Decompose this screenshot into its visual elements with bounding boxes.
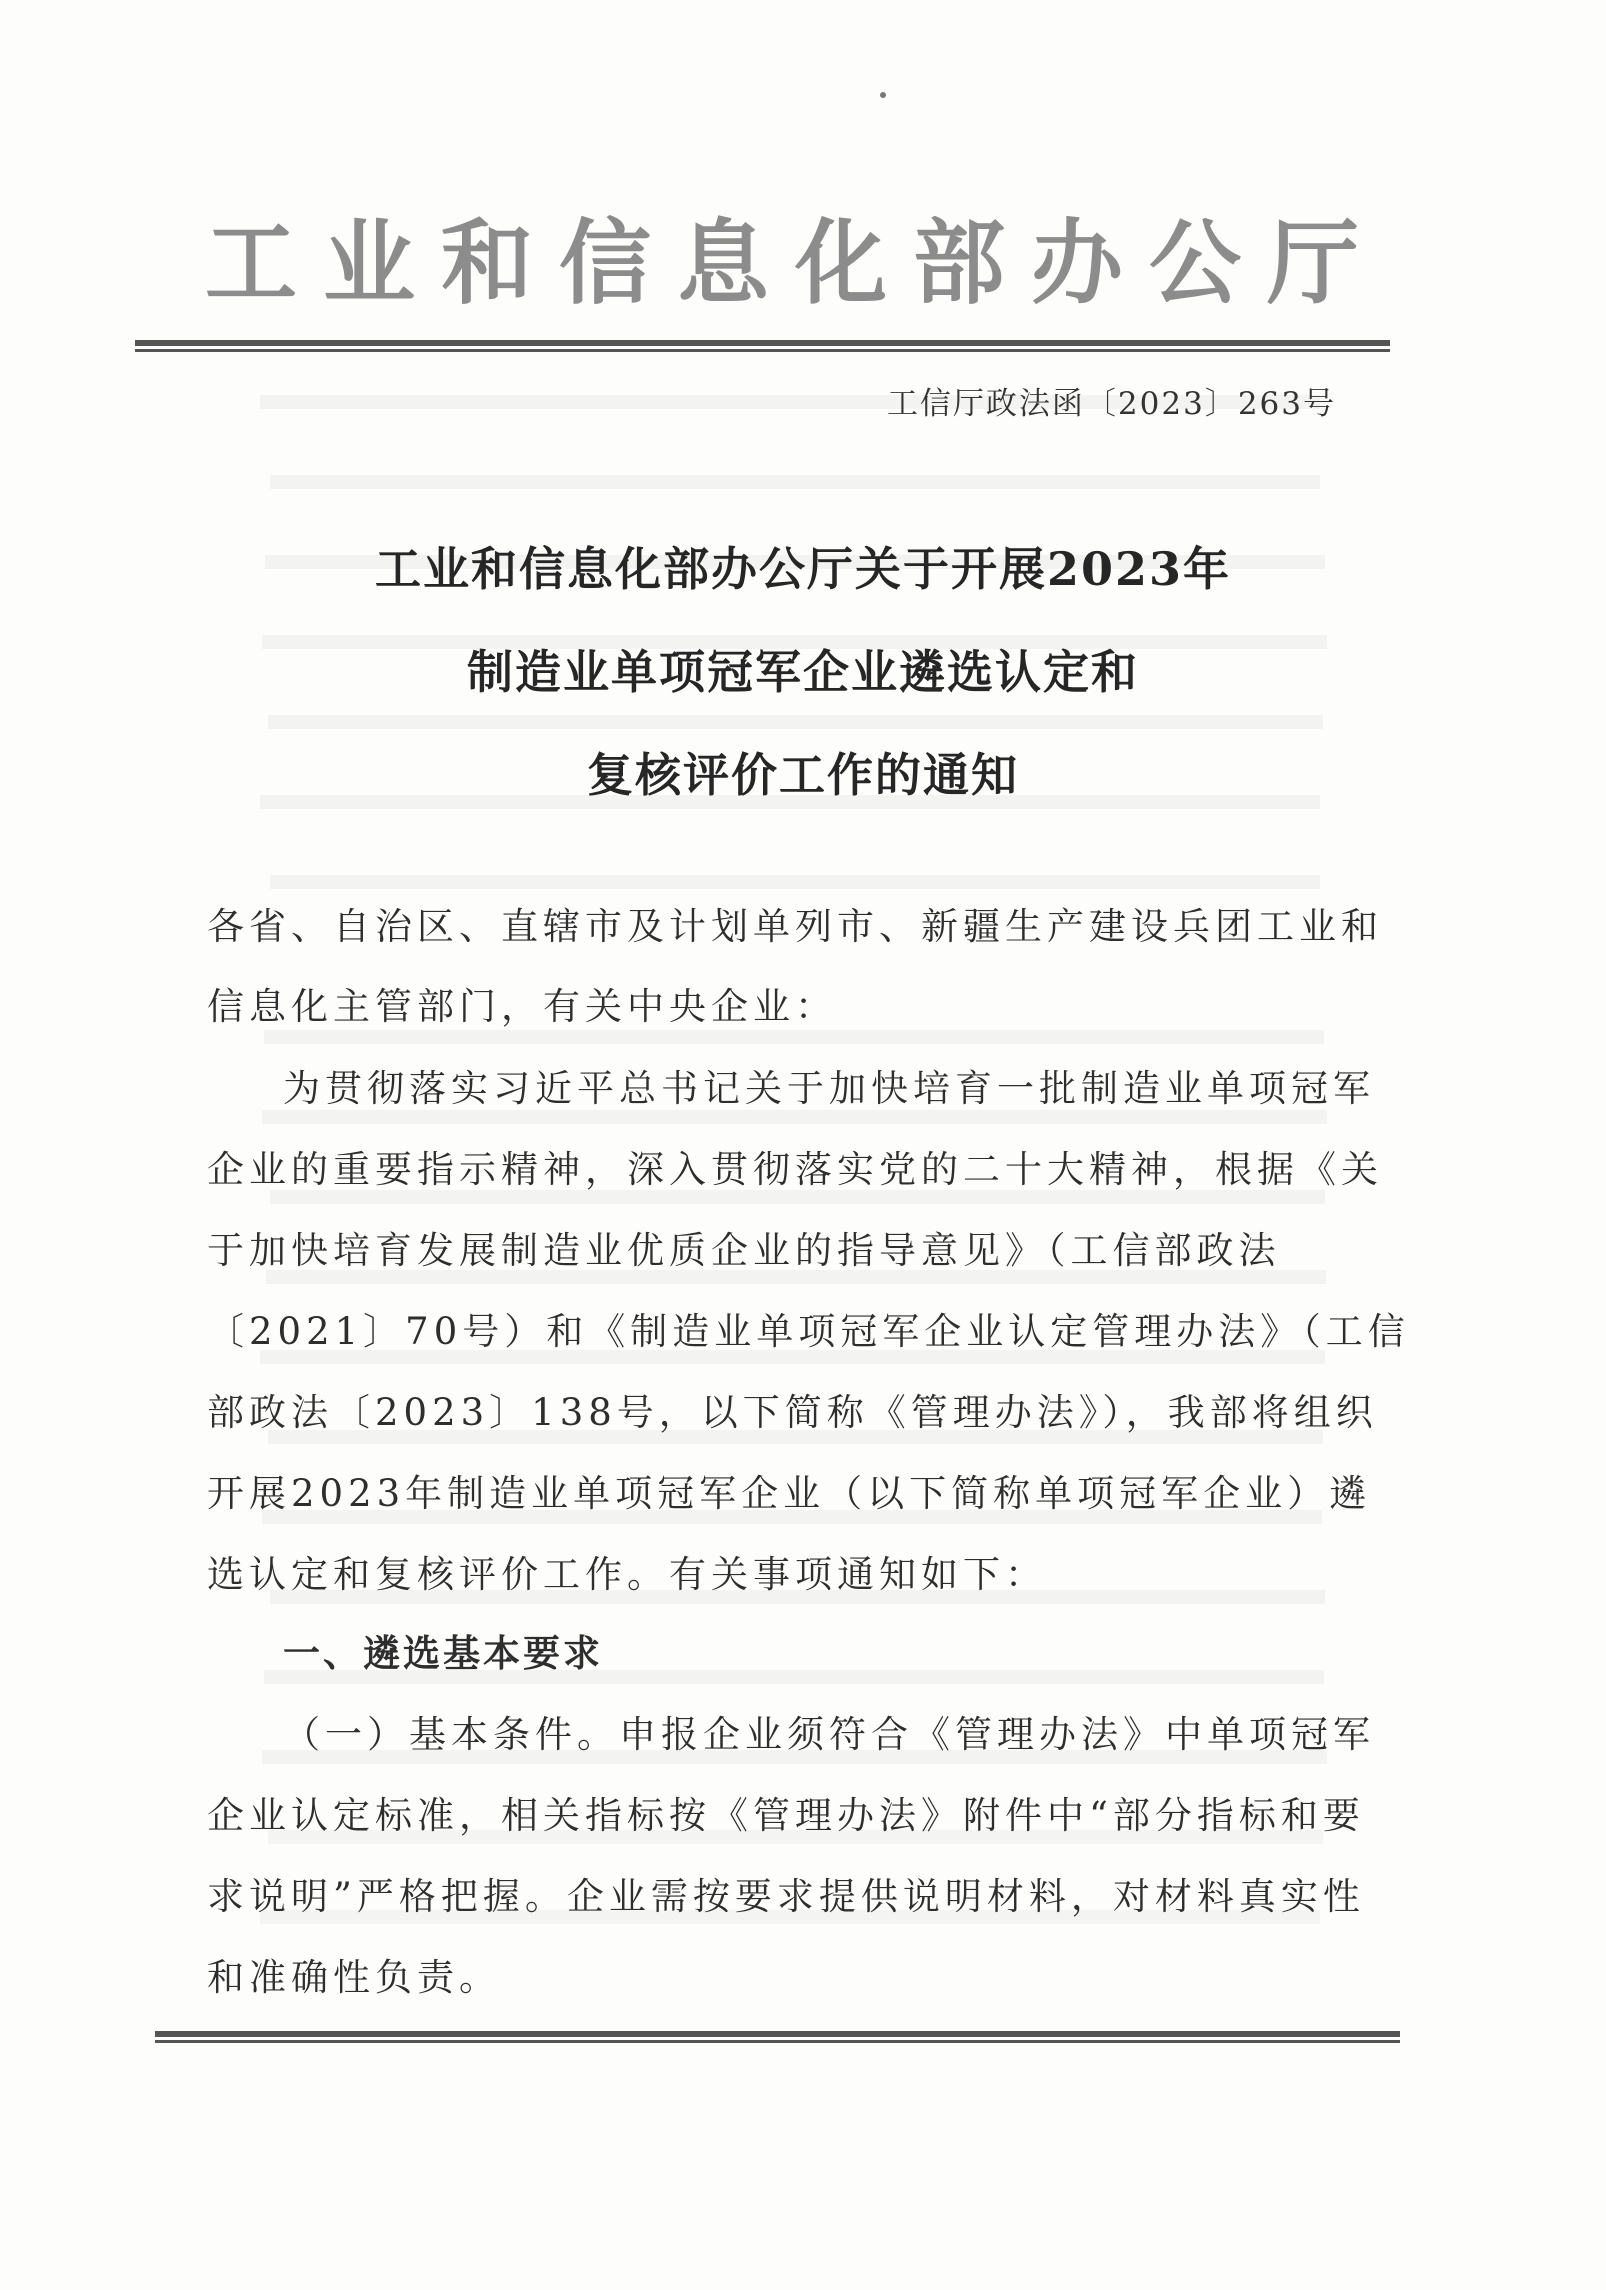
section-heading: 一、遴选基本要求 [283,1632,603,1675]
scan-speck [880,92,886,98]
rule-thick-line [135,340,1390,346]
title-line-2: 制造业单项冠军企业遴选认定和 [467,645,1139,699]
paragraph-line: 开展2023年制造业单项冠军企业（以下简称单项冠军企业）遴 [207,1472,1372,1515]
masthead-rule [135,340,1390,354]
rule-thin-line [135,349,1390,352]
paragraph-line: 部政法〔2023〕138号，以下简称《管理办法》），我部将组织 [207,1391,1378,1434]
addressee-line-1: 各省、自治区、直辖市及计划单列市、新疆生产建设兵团工业和 [207,905,1383,948]
paragraph-line: （一）基本条件。申报企业须符合《管理办法》中单项冠军 [283,1713,1375,1756]
bleed-line [270,875,1320,889]
bleed-line [270,475,1320,489]
paragraph-line: 于加快培育发展制造业优质企业的指导意见》（工信部政法 [207,1229,1281,1272]
paragraph-line: 和准确性负责。 [207,1956,501,1999]
rule-thin-line [155,2040,1400,2043]
footer-rule [155,2031,1400,2045]
paragraph-line: 企业的重要指示精神，深入贯彻落实党的二十大精神，根据《关 [207,1148,1383,1191]
paragraph-line: 企业认定标准，相关指标按《管理办法》附件中“部分指标和要 [207,1794,1365,1837]
paragraph-line: 为贯彻落实习近平总书记关于加快培育一批制造业单项冠军 [283,1067,1375,1110]
bleed-line [268,715,1323,729]
bleed-line [264,1030,1324,1044]
paragraph-line: 求说明”严格把握。企业需按要求提供说明材料，对材料真实性 [207,1875,1365,1918]
title-line-1: 工业和信息化部办公厅关于开展2023年 [374,542,1232,596]
document-number: 工信厅政法函〔2023〕263号 [886,386,1336,422]
paragraph-line: 〔2021〕70号）和《制造业单项冠军企业认定管理办法》（工信 [207,1310,1410,1353]
masthead-org-name: 工业和信息化部办公厅 [205,209,1386,317]
rule-thick-line [155,2031,1400,2037]
title-line-3: 复核评价工作的通知 [587,748,1019,802]
addressee-line-2: 信息化主管部门，有关中央企业： [207,985,837,1028]
paragraph-line: 选认定和复核评价工作。有关事项通知如下： [207,1553,1047,1596]
